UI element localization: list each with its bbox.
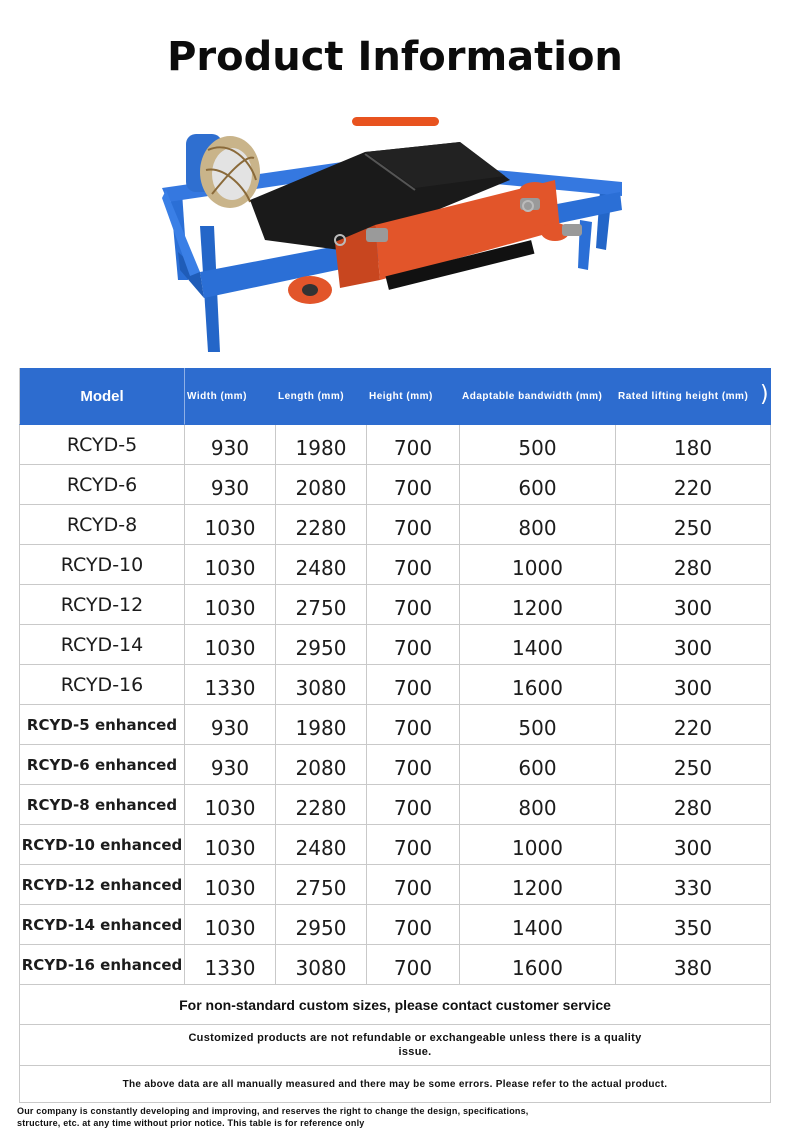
cell-model: RCYD-6 enhanced xyxy=(19,745,185,785)
cell-model: RCYD-5 xyxy=(19,425,185,465)
cell-length: 2750 xyxy=(276,585,367,625)
cell-width: 1030 xyxy=(185,545,276,585)
note-custom-sizes: For non-standard custom sizes, please contact customer service xyxy=(19,985,771,1025)
cell-bandwidth: 600 xyxy=(460,745,616,785)
cell-width: 930 xyxy=(185,465,276,505)
cell-width: 1030 xyxy=(185,905,276,945)
cell-lifting: 220 xyxy=(616,705,771,745)
cell-width: 930 xyxy=(185,745,276,785)
cell-model: RCYD-12 xyxy=(19,585,185,625)
note-measurement: The above data are all manually measured and there may be some errors. Please refer to the actual product. xyxy=(19,1066,771,1103)
cell-length: 2280 xyxy=(276,505,367,545)
cell-height: 700 xyxy=(367,505,460,545)
cell-height: 700 xyxy=(367,785,460,825)
cell-model: RCYD-16 enhanced xyxy=(19,945,185,985)
cell-height: 700 xyxy=(367,945,460,985)
header-lifting: Rated lifting height (mm) xyxy=(616,368,771,425)
table-row xyxy=(19,705,771,745)
table-header-row xyxy=(19,368,771,425)
cell-height: 700 xyxy=(367,425,460,465)
cell-model: RCYD-14 enhanced xyxy=(19,905,185,945)
cell-lifting: 300 xyxy=(616,825,771,865)
cell-lifting: 280 xyxy=(616,545,771,585)
cell-lifting: 220 xyxy=(616,465,771,505)
cell-length: 2950 xyxy=(276,625,367,665)
cell-bandwidth: 500 xyxy=(460,705,616,745)
cell-length: 2280 xyxy=(276,785,367,825)
table-row xyxy=(19,585,771,625)
table-row xyxy=(19,865,771,905)
cell-lifting: 250 xyxy=(616,505,771,545)
magnetic-separator-image xyxy=(160,130,630,358)
cell-length: 2950 xyxy=(276,905,367,945)
cell-lifting: 300 xyxy=(616,665,771,705)
cell-height: 700 xyxy=(367,585,460,625)
cell-width: 1030 xyxy=(185,825,276,865)
cell-model: RCYD-16 xyxy=(19,665,185,705)
table-row xyxy=(19,505,771,545)
table-row xyxy=(19,745,771,785)
cell-height: 700 xyxy=(367,465,460,505)
table-row xyxy=(19,905,771,945)
cell-bandwidth: 1600 xyxy=(460,945,616,985)
cell-model: RCYD-8 enhanced xyxy=(19,785,185,825)
cell-bandwidth: 1600 xyxy=(460,665,616,705)
cell-length: 3080 xyxy=(276,945,367,985)
cell-length: 2750 xyxy=(276,865,367,905)
cell-height: 700 xyxy=(367,905,460,945)
cell-width: 930 xyxy=(185,705,276,745)
table-row xyxy=(19,465,771,505)
table-row xyxy=(19,945,771,985)
note-refund-policy: Customized products are not refundable or exchangeable unless there is a quality issue. xyxy=(19,1025,771,1066)
cell-lifting: 350 xyxy=(616,905,771,945)
cell-lifting: 330 xyxy=(616,865,771,905)
table-row xyxy=(19,625,771,665)
table-row xyxy=(19,425,771,465)
cell-bandwidth: 800 xyxy=(460,505,616,545)
table-row xyxy=(19,825,771,865)
cell-lifting: 280 xyxy=(616,785,771,825)
table-row xyxy=(19,785,771,825)
cell-lifting: 380 xyxy=(616,945,771,985)
cell-bandwidth: 800 xyxy=(460,785,616,825)
footer-disclaimer: Our company is constantly developing and improving, and reserves the right to change the design, specifications, structure, etc. at any time without prior notice. This table is for reference only xyxy=(17,1106,529,1128)
cell-width: 1030 xyxy=(185,785,276,825)
cell-model: RCYD-5 enhanced xyxy=(19,705,185,745)
cell-bandwidth: 600 xyxy=(460,465,616,505)
cell-width: 1030 xyxy=(185,625,276,665)
cell-bandwidth: 1400 xyxy=(460,905,616,945)
table-row xyxy=(19,545,771,585)
cell-model: RCYD-12 enhanced xyxy=(19,865,185,905)
cell-height: 700 xyxy=(367,625,460,665)
cell-height: 700 xyxy=(367,665,460,705)
title-accent-bar xyxy=(352,117,439,126)
cell-height: 700 xyxy=(367,865,460,905)
cell-model: RCYD-14 xyxy=(19,625,185,665)
cell-bandwidth: 1000 xyxy=(460,545,616,585)
header-trailing-paren: ) xyxy=(760,382,769,407)
cell-lifting: 180 xyxy=(616,425,771,465)
cell-length: 2080 xyxy=(276,745,367,785)
cell-lifting: 300 xyxy=(616,625,771,665)
cell-height: 700 xyxy=(367,705,460,745)
cell-length: 2480 xyxy=(276,545,367,585)
cell-height: 700 xyxy=(367,545,460,585)
header-height: Height (mm) xyxy=(367,368,460,425)
cell-model: RCYD-8 xyxy=(19,505,185,545)
table-row xyxy=(19,665,771,705)
cell-length: 3080 xyxy=(276,665,367,705)
cell-bandwidth: 1200 xyxy=(460,865,616,905)
header-length: Length (mm) xyxy=(276,368,367,425)
cell-model: RCYD-10 enhanced xyxy=(19,825,185,865)
cell-model: RCYD-6 xyxy=(19,465,185,505)
cell-bandwidth: 1000 xyxy=(460,825,616,865)
header-bandwidth: Adaptable bandwidth (mm) xyxy=(460,368,616,425)
cell-bandwidth: 1400 xyxy=(460,625,616,665)
header-width: Width (mm) xyxy=(185,368,276,425)
cell-width: 930 xyxy=(185,425,276,465)
page-title: Product Information xyxy=(167,34,623,80)
cell-length: 2080 xyxy=(276,465,367,505)
cell-lifting: 250 xyxy=(616,745,771,785)
cell-height: 700 xyxy=(367,745,460,785)
cell-width: 1030 xyxy=(185,505,276,545)
cell-height: 700 xyxy=(367,825,460,865)
cell-width: 1330 xyxy=(185,665,276,705)
cell-lifting: 300 xyxy=(616,585,771,625)
cell-width: 1030 xyxy=(185,865,276,905)
cell-width: 1030 xyxy=(185,585,276,625)
cell-length: 1980 xyxy=(276,705,367,745)
cell-bandwidth: 500 xyxy=(460,425,616,465)
header-model: Model xyxy=(19,368,185,425)
cell-length: 1980 xyxy=(276,425,367,465)
cell-bandwidth: 1200 xyxy=(460,585,616,625)
cell-model: RCYD-10 xyxy=(19,545,185,585)
cell-length: 2480 xyxy=(276,825,367,865)
cell-width: 1330 xyxy=(185,945,276,985)
